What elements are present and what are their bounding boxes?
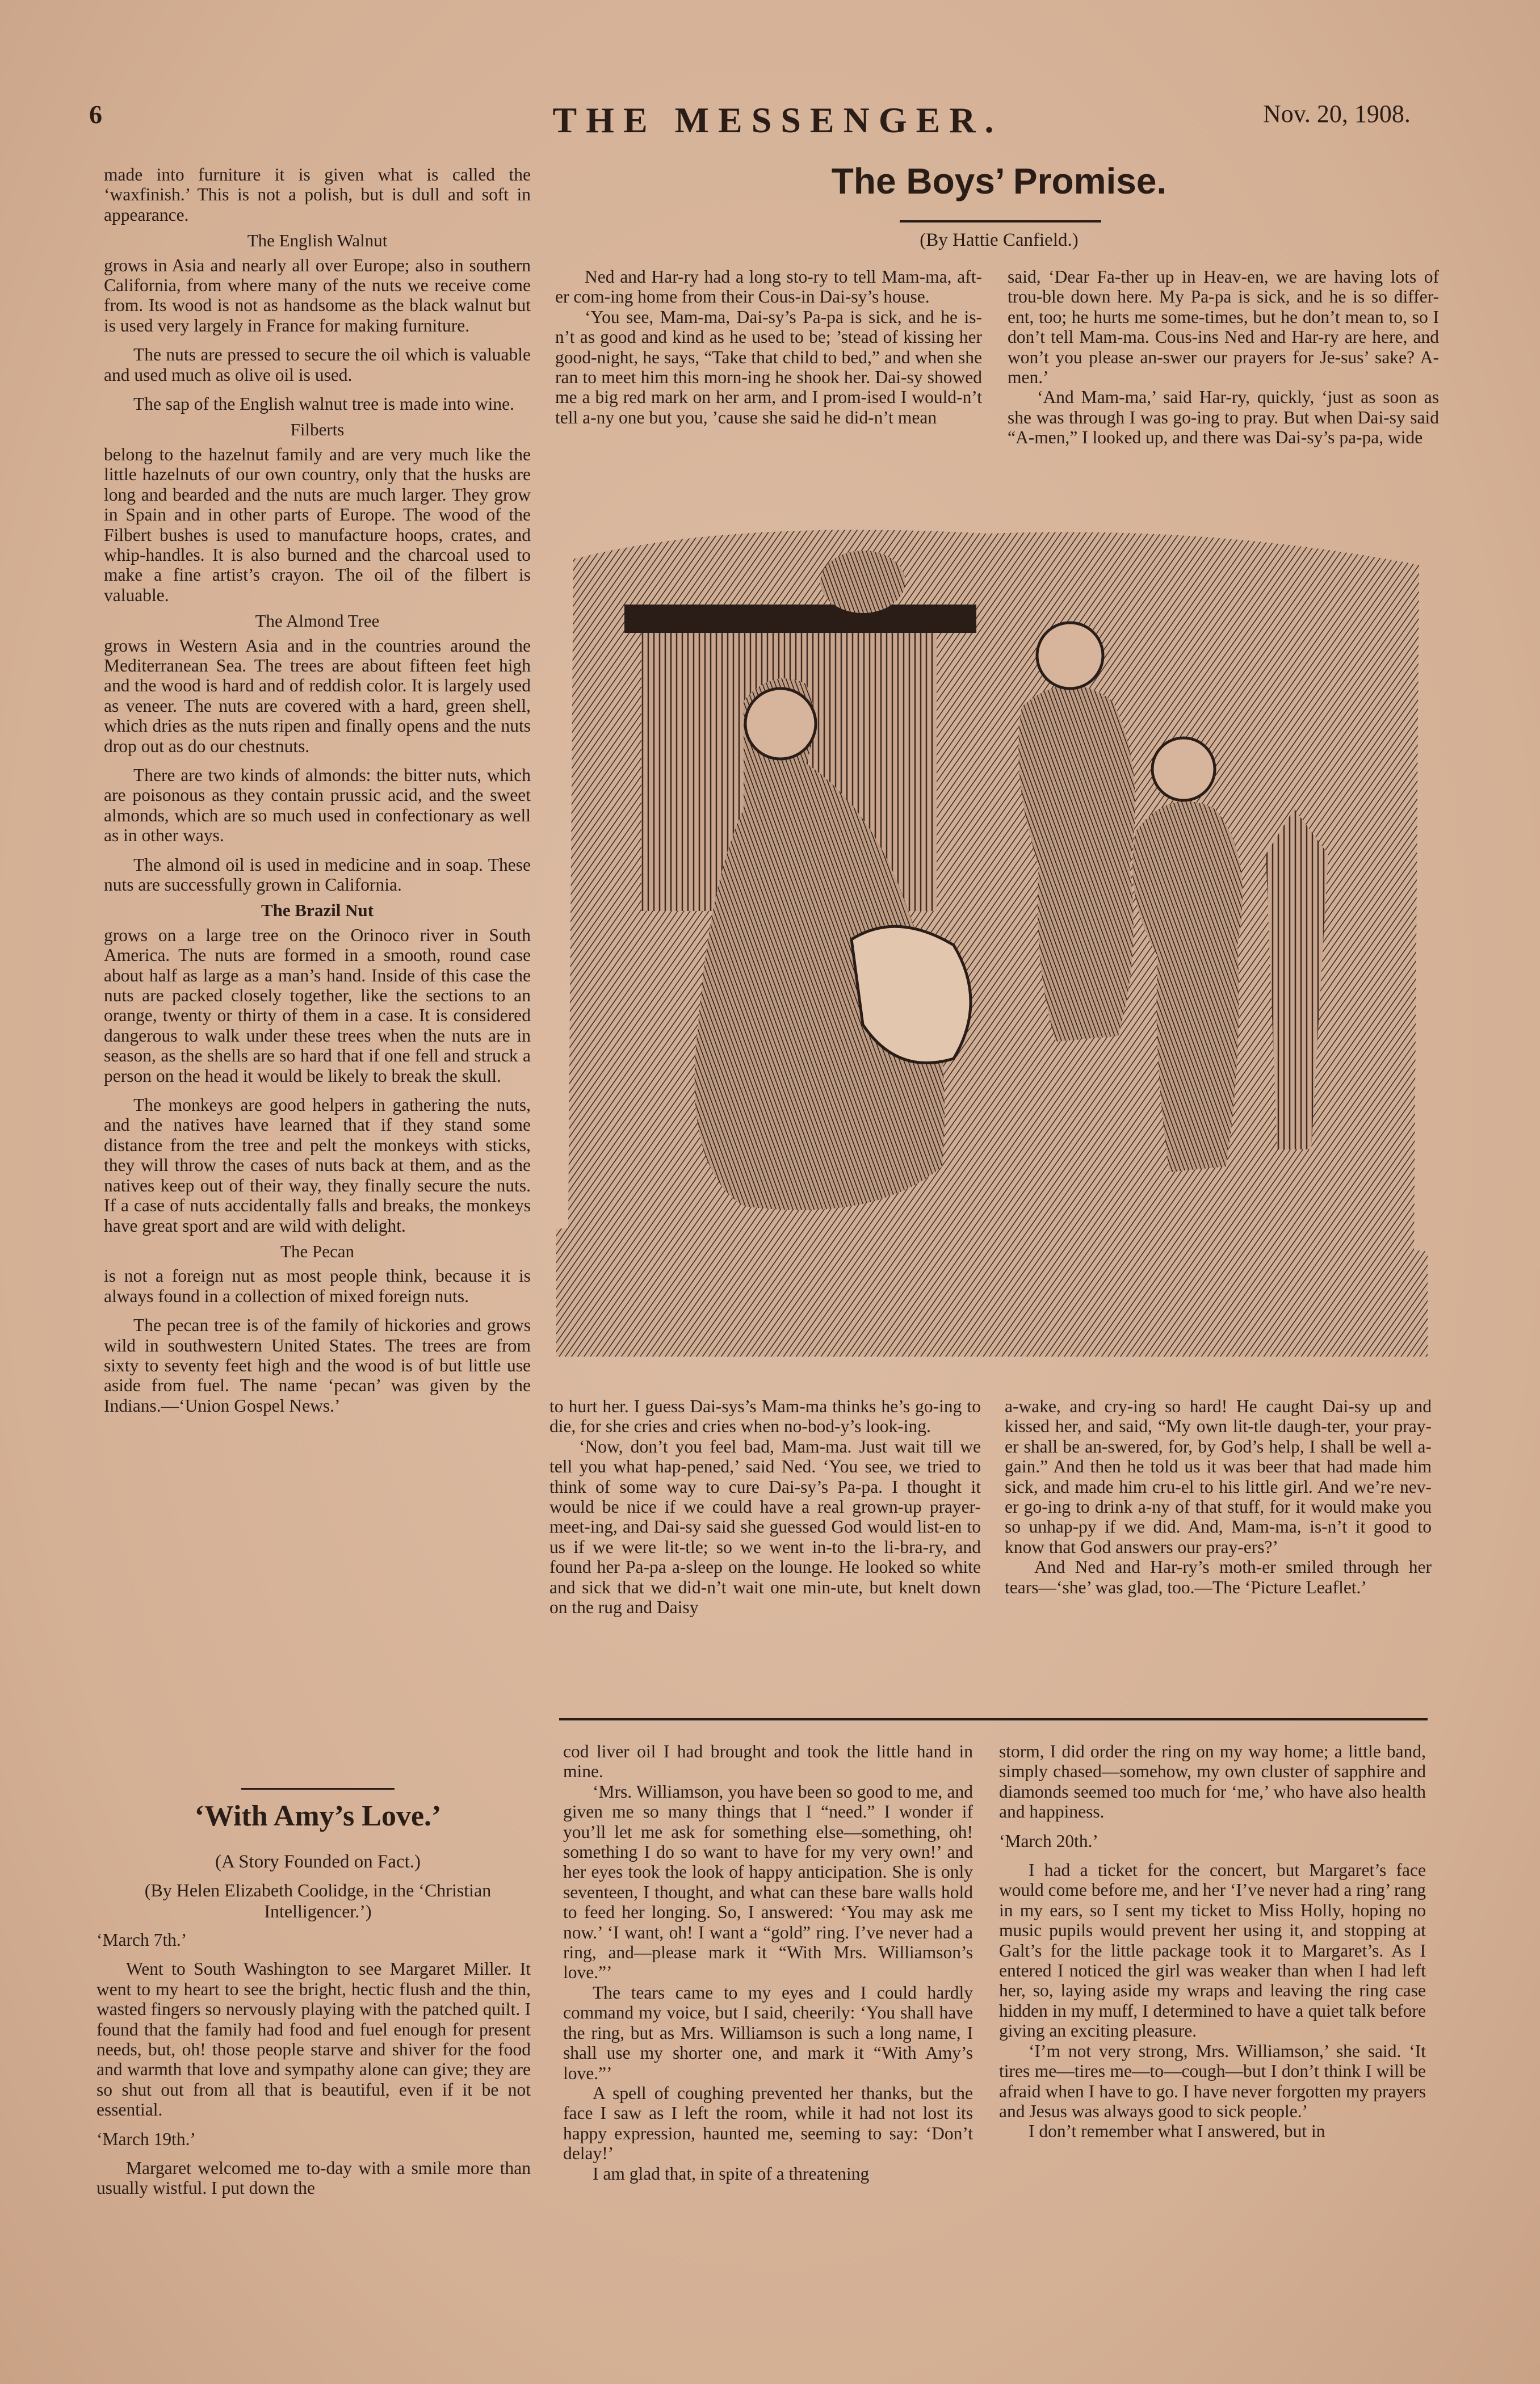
boys-paragraph: ‘You see, Mam-ma, Dai-sy’s Pa-pa is sick, and he is-n’t as good and kind as he used to be; ’stead of kissing her good-night, he says, “Take that child to bed,” and when she ran to meet him this morn-ing he shook her. Dai-sy showed me a big red mark on her arm, and I prom-ised I would-n’t tell a-ny one but you, ’cause she said he did-n’t mean [555,307,982,427]
amy-paragraph: The tears came to my eyes and I could hardly command my voice, but I said, cheerily: ‘You shall have the ring, but as Mrs. Williamson is such a long name, I shall use my shorter one, and mark it “With Amy’s love.”’ [563,1982,973,2083]
nuts-article-column [104,165,531,1416]
brazil-p2: The monkeys are good helpers in gathering the nuts, and the natives have learned that if they stand some distance from the tree and pelt the monkeys with sticks, they will throw the cases of nuts back at them, and as the natives keep out of their way, they finally secure the nuts. If a case of nuts accidentally falls and breaks, the monkeys have great sport and are wild with delight. [104,1095,531,1236]
amy-column-1 [96,1930,531,2198]
heading-english-walnut: The English Walnut [247,230,388,251]
heading-brazil-nut: The Brazil Nut [261,900,374,921]
pecan-p1: is not a foreign nut as most people think, because it is always found in a collection of mixed foreign nuts. [104,1266,531,1306]
heading-pecan: The Pecan [280,1241,354,1261]
brazil-p1: grows on a large tree on the Orinoco river in South America. The nuts are formed in a smooth, round case about half as large as a man’s hand. Inside of this case the nuts are packed closely together, like the sections to an orange, twenty or thirty of them in a case. It is considered dangerous to walk under these trees when the nuts are in season, as the shells are so hard that if one fell and struck a person on the head it would be likely to break the skull. [104,925,531,1086]
amy-paragraph: I had a ticket for the concert, but Margaret’s face would come before me, and her ‘I’ve never had a ring’ rang in my ears, so I sent my ticket to Miss Holly, hoping no music pupils would prevent her using it, and stopping at Galt’s for the little package took it to Margaret’s. As I entered I noticed the girl was weaker than when I had left her, so, laying aside my wraps and leaving the ring case hidden in my muff, I determined to have a quiet talk before giving an exciting pleasure. [999,1860,1426,2041]
boys-paragraph: said, ‘Dear Fa-ther up in Heav-en, we are having lots of trou-ble down here. My Pa-pa is sick, and he is so differ-ent, too; he hurts me some-times, but he don’t mean to, so I don’t tell Mam-ma. Cous-ins Ned and Har-ry are here, and won’t you please an-swer our prayers for Je-sus’ sake? A-men.’ [1008,267,1439,388]
amy-story-byline: (By Helen Elizabeth Coolidge, in the ‘Christian Intelligencer.’) [144,1880,492,1921]
boys-paragraph: to hurt her. I guess Dai-sys’s Mam-ma thinks he’s go-ing to die, for she cries and cries when no-bod-y’s look-ing. [549,1396,981,1437]
amy-paragraph: cod liver oil I had brought and took the little hand in mine. [563,1741,973,1782]
boys-column-1-bottom [549,1396,981,1617]
almond-p2: There are two kinds of almonds: the bitter nuts, which are poisonous as they contain prussic acid, and the sweet almonds, which are so much used in confectionary as well as in other ways. [104,765,531,846]
pecan-p2: The pecan tree is of the family of hickories and grows wild in southwestern United States. The trees are from sixty to seventy feet high and the wood is of but little use aside from fuel. The name ‘pecan’ was given by the Indians.—‘Union Gospel News.’ [104,1315,531,1416]
issue-date: Nov. 20, 1908. [1263,100,1411,128]
amy-column-2 [563,1741,973,2184]
page-number: 6 [89,100,102,129]
boys-title-rule [900,220,1101,223]
boys-column-2-top [1008,267,1439,448]
boys-promise-title: The Boys’ Promise. [831,161,1167,202]
english-walnut-p1: grows in Asia and nearly all over Europe; also in southern California, from where many of the nuts we receive come from. Its wood is not as handsome as the black walnut but is used very largely in France for making furniture. [104,255,531,335]
heading-almond: The Almond Tree [255,611,380,631]
boys-paragraph: ‘And Mam-ma,’ said Har-ry, quickly, ‘just as soon as she was through I was go-ing to pray. But when Dai-sy said “A-men,” I looked up, and there was Dai-sy’s pa-pa, wide [1008,387,1439,448]
amy-column-3 [999,1741,1426,2142]
boys-promise-byline: (By Hattie Canfield.) [920,230,1079,250]
publication-title: THE MESSENGER. [552,100,1003,140]
almond-p3: The almond oil is used in medicine and in soap. These nuts are successfully grown in California. [104,854,531,895]
boys-paragraph: a-wake, and cry-ing so hard! He caught Dai-sy up and kissed her, and said, “My own lit-tle daugh-ter, your pray-er shall be an-swered, for, by God’s help, I shall be well a-gain.” And then he told us it was beer that had made him sick, and made him cru-el to his little girl. And we’re nev-er go-ing to drink a-ny of that stuff, for it would make you so unhap-py if we did. And, Mam-ma, is-n’t it good to know that God answers our pray-ers?’ [1005,1396,1432,1557]
amy-paragraph: Margaret welcomed me to-day with a smile more than usually wistful. I put down the [96,2158,531,2198]
amy-paragraph: Went to South Washington to see Margaret Miller. It went to my heart to see the bright, hectic flush and the thin, wasted fingers so nervously playing with the patched quilt. I found that the family had food and fuel enough for present needs, but, oh! those people starve and shiver for the food and warmth that love and sympathy alone can give; they are so shut out from all that is beautiful, even if it be not essential. [96,1959,531,2120]
english-walnut-p3: The sap of the English walnut tree is made into wine. [133,394,514,414]
amy-date-march-7: ‘March 7th.’ [96,1930,187,1950]
boys-column-1-top [555,267,982,427]
heading-filberts: Filberts [290,419,345,440]
amy-title-rule [241,1788,395,1790]
amy-story-subtitle: (A Story Founded on Fact.) [215,1852,421,1872]
amy-paragraph: I am glad that, in spite of a threatening [593,2163,870,2184]
boys-paragraph: And Ned and Har-ry’s moth-er smiled through her tears—‘she’ was glad, too.—The ‘Picture Leaflet.’ [1005,1557,1432,1597]
filberts-p1: belong to the hazelnut family and are very much like the little hazelnuts of our own country, only that the husks are long and bearded and the nuts are much larger. They grow in Spain and in other parts of Europe. The wood of the Filbert bushes is used to manufacture hoops, crates, and whip-handles. It is also burned and the charcoal used to make a fine artist’s crayon. The oil of the filbert is valuable. [104,444,531,605]
amy-paragraph: I don’t remember what I answered, but in [1029,2121,1325,2142]
amy-date-march-19: ‘March 19th.’ [96,2129,196,2149]
amy-paragraph: A spell of coughing prevented her thanks, but the face I saw as I left the room, while it had not lost its happy expression, haunted me, seeming to say: ‘Don’t delay!’ [563,2083,973,2164]
section-divider [559,1718,1428,1720]
boys-column-2-bottom [1005,1396,1432,1597]
boys-paragraph: ‘Now, don’t you feel bad, Mam-ma. Just wait till we tell you what hap-pened,’ said Ned. ‘You see, we tried to think of some way to cure Dai-sy’s Pa-pa. I thought it would be nice if we could have a real grown-up prayer-meet-ing, and Dai-sy said she guessed God would list-en to us if we were lit-tle; so we went in-to the li-bra-ry, and found her Pa-pa a-sleep on the lounge. He looked so white and sick that we did-n’t wait one min-ute, but knelt down on the rug and Daisy [549,1436,981,1618]
almond-p1: grows in Western Asia and in the countries around the Mediterranean Sea. The trees are about fifteen feet high and the wood is hard and of reddish color. It is largely used as veneer. The nuts are covered with a hard, green shell, which dries as the nuts ripen and finally opens and the nuts drop out as do our chestnuts. [104,635,531,756]
engraving-illustration [556,514,1428,1357]
boys-paragraph: Ned and Har-ry had a long sto-ry to tell Mam-ma, aft-er com-ing home from their Cous-in Dai-sy’s house. [555,267,982,307]
nuts-intro: made into furniture it is given what is called the ‘waxfinish.’ This is not a polish, but is dull and soft in appearance. [104,165,531,225]
english-walnut-p2: The nuts are pressed to secure the oil which is valuable and used much as olive oil is used. [104,345,531,385]
amy-paragraph: ‘I’m not very strong, Mrs. Williamson,’ she said. ‘It tires me—tires me—to—cough—but I don’t think I will be afraid when I have to go. I have never forgotten my prayers and Jesus was always good to sick people.’ [999,2041,1426,2121]
amy-story-title: ‘With Amy’s Love.’ [194,1800,442,1832]
amy-paragraph: ‘Mrs. Williamson, you have been so good to me, and given me so many things that I “need.” I wonder if you’ll let me ask for something else—something, oh! something I do so want to have for my very own!’ and her eyes took the look of happy anticipation. She is only seventeen, I thought, and what can these bare walls hold to feed her longing. So, I answered: ‘You may ask me now.’ ‘I want, oh! I want a “gold” ring. I’ve never had a ring, and—please mark it “With Mrs. Williamson’s love.”’ [563,1781,973,1983]
amy-paragraph: storm, I did order the ring on my way home; a little band, simply chased—somehow, my own cluster of sapphire and diamonds seemed too much for ‘me,’ who have also health and happiness. [999,1741,1426,1822]
amy-date-march-20: ‘March 20th.’ [999,1831,1098,1851]
